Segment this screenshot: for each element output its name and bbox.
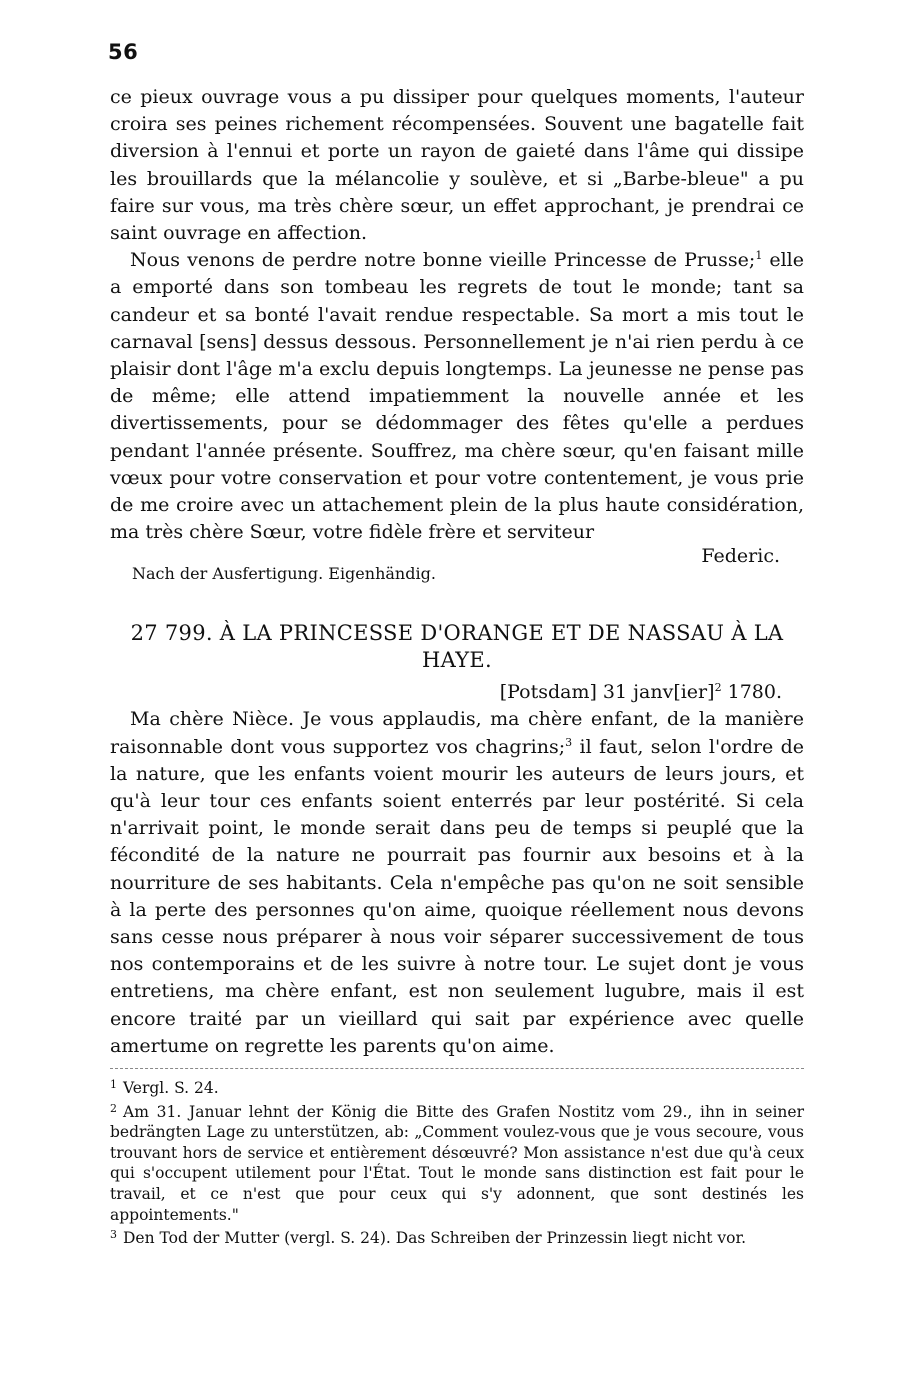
paragraph-text: elle a emporté dans son tombeau les regrets de tout le monde; tant sa candeur et sa bonté l'avait rendue respectable. Sa mort a mis tout le carnaval [sens] dessus dessous. Personnellement je n'ai rien perdu à ce plaisir dont l'âge m'a exclu depuis longtemps. La jeunesse ne pense pas de même; elle attend impatiemment la nouvelle année et les divertissements, pour se dédommager des fêtes qu'elle a perdues pendant l'année présente. Souffrez, ma chère sœur, qu'en faisant mille vœux pour votre conservation et pour votre contentement, je vous prie de me croire avec un attachement plein de la plus haute considération, ma très chère Sœur, votre fidèle frère et serviteur [110,249,805,544]
letter-heading: 27 799. À LA PRINCESSE D'ORANGE ET DE NASSAU À LA HAYE. [130,621,784,673]
footnote-text: Den Tod der Mutter (vergl. S. 24). Das Schreiben der Prinzessin liegt nicht vor. [123,1229,747,1248]
footnote [110,1099,804,1226]
footnote-reference: 1 [755,249,763,263]
letter-paragraph [110,247,804,546]
continuation-paragraph: ce pieux ouvrage vous a pu dissiper pour quelques moments, l'auteur croira ses peines richement récompensées. Souvent une bagatelle fait diversion à l'ennui et porte un rayon de gaieté dans l'âme qui dissipe les brouillards que la mélancolie y soulève, et si „Barbe-bleue" a pu faire sur vous, ma très chère sœur, un effet approchant, je prendrai ce saint ouvrage en affection. [110,86,804,245]
footnote-reference: 2 [714,681,722,695]
source-note: Nach der Ausfertigung. Eigenhändig. [132,564,436,584]
footnote [110,1225,804,1249]
book-page [110,40,804,1249]
footnote-mark: 2 [110,1101,117,1115]
footnote-text: Vergl. S. 24. [123,1079,219,1098]
paragraph-text: il faut, selon l'ordre de la nature, que les enfants voient mourir les auteurs de leurs jours, et qu'à leur tour ces enfants soient enterrés par leur postérité. Si cela n'arrivait point, le monde serait dans peu de temps si peuplé que la fécondité de la nature ne pourrait pas fournir aux besoins et à la nourriture de ses habitants. Cela n'empêche pas qu'on ne soit sensible à la perte des personnes qu'on aime, quoique réellement nous devons sans cesse nous préparer à nous voir séparer successivement de tous nos contemporains et de les suivre à notre tour. Le sujet dont je vous entretiens, ma chère enfant, est non seulement lugubre, mais il est encore traité par un vieillard qui sait par expérience avec quelle amertume on regrette les parents qu'on aime. [110,735,805,1057]
dateline-year: 1780. [721,681,782,704]
paragraph-text: Nous venons de perdre notre bonne vieille Princesse de Prusse; [130,249,756,272]
letter-paragraph [110,706,804,1060]
footnotes [110,1075,804,1249]
footnote-text: Am 31. Januar lehnt der König die Bitte des Grafen Nostitz vom 29., ihn in seiner bedrängten Lage zu unterstützen, ab: „Comment voulez-vous que je vous secoure, vous trouvant hors de service et entièrement désœuvré? Mon assistance n'est due qu'à ceux qui s'occupent utilement pour l'État. Tout le monde sans distinction est fait pour le travail, et ce n'est que pour ceux qui s'y adonnent, que sont destinés les appointements." [110,1102,804,1224]
dateline-text: [Potsdam] 31 janv[ier] [499,681,715,704]
page-number: 56 [108,40,139,64]
footnote-divider [110,1068,804,1069]
footnote-mark: 3 [110,1228,117,1242]
paragraph-text: Ma chère Nièce. Je vous applaudis, ma chère enfant, de la manière raisonnable dont vous supportez vos chagrins; [110,708,804,758]
footnote-mark: 1 [110,1078,117,1092]
signature: Federic. [701,545,780,568]
footnote-reference: 3 [565,735,573,749]
footnote [110,1075,804,1099]
dateline [110,678,782,706]
